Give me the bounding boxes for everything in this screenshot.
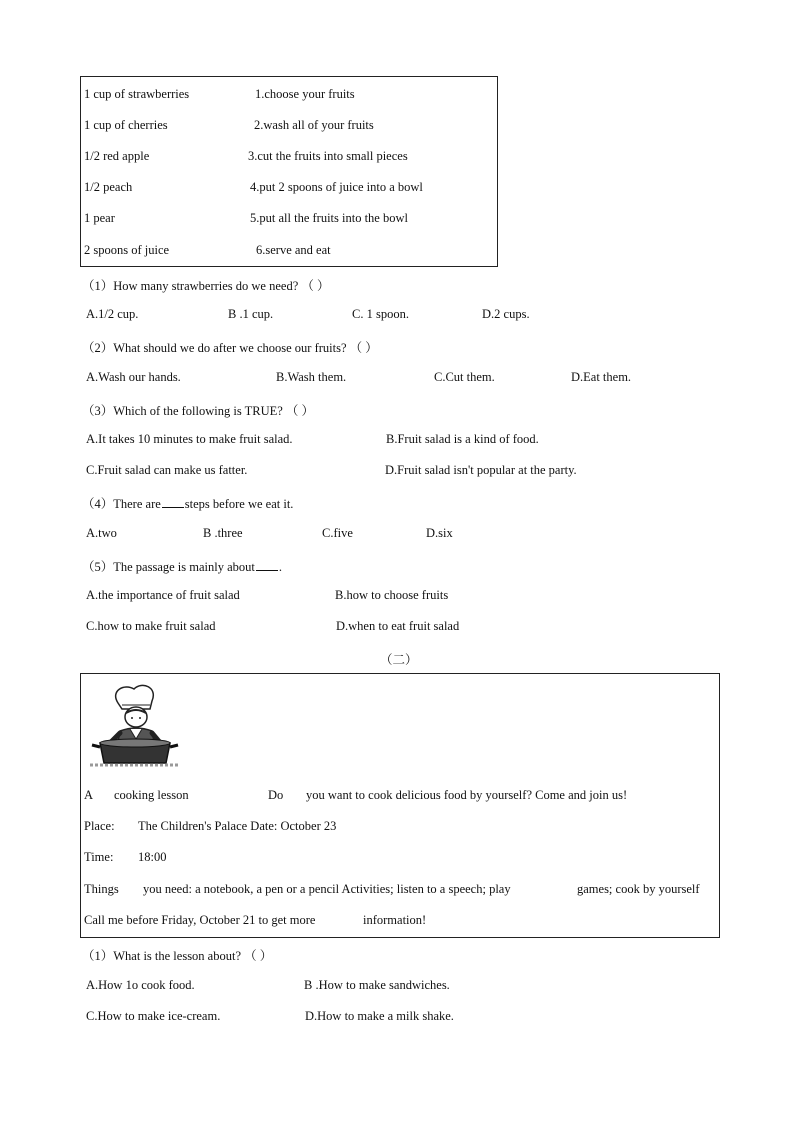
time-value: 18:00: [138, 850, 167, 864]
question-stem-after: .: [278, 560, 283, 574]
question-stem: （2）What should we do after we choose our fruits? （ ）: [82, 341, 378, 355]
option-d[interactable]: D.2 cups.: [482, 307, 530, 321]
option-a[interactable]: A.1/2 cup.: [86, 307, 139, 321]
option-c[interactable]: C.How to make ice-cream.: [86, 1009, 221, 1023]
option-d[interactable]: D.Eat them.: [571, 370, 632, 384]
ingredient-item: 1 cup of cherries: [84, 118, 168, 132]
chef-cooking-illustration: [86, 681, 182, 771]
option-d[interactable]: D.How to make a milk shake.: [305, 1009, 454, 1023]
time-label: Time:: [84, 850, 114, 864]
question-stem: （3）Which of the following is TRUE? （ ）: [82, 404, 315, 418]
things-text-end: games; cook by yourself: [577, 882, 700, 896]
things-label: Things: [84, 882, 119, 896]
question-stem-before: （4）There are: [82, 497, 161, 511]
ad-word-do: Do: [268, 788, 284, 802]
recipe-step: 5.put all the fruits into the bowl: [250, 211, 408, 225]
recipe-step: 3.cut the fruits into small pieces: [248, 149, 408, 163]
recipe-step: 1.choose your fruits: [255, 87, 355, 101]
option-b[interactable]: B.how to choose fruits: [335, 588, 449, 602]
question-stem: [82, 557, 282, 575]
option-c[interactable]: C.Cut them.: [434, 370, 495, 384]
answer-blank: [256, 560, 278, 571]
answer-blank: [162, 497, 184, 508]
option-b[interactable]: B.Fruit salad is a kind of food.: [386, 432, 539, 446]
question-stem-before: （5）The passage is mainly about: [82, 560, 255, 574]
option-b[interactable]: B.Wash them.: [276, 370, 347, 384]
option-a[interactable]: A.How 1o cook food.: [86, 978, 195, 992]
question-stem: （1）How many strawberries do we need? （ ）: [82, 279, 330, 293]
ad-invitation: you want to cook delicious food by yourself? Come and join us!: [306, 788, 628, 802]
ad-word-a: A: [84, 788, 94, 802]
call-text: Call me before Friday, October 21 to get more: [84, 913, 316, 927]
option-a[interactable]: A.the importance of fruit salad: [86, 588, 240, 602]
option-c[interactable]: C. 1 spoon.: [352, 307, 409, 321]
question-stem: [82, 494, 293, 512]
things-text: you need: a notebook, a pen or a pencil Activities; listen to a speech; play: [143, 882, 511, 896]
ingredient-item: 1/2 red apple: [84, 149, 150, 163]
ingredient-item: 1 cup of strawberries: [84, 87, 190, 101]
recipe-step: 4.put 2 spoons of juice into a bowl: [250, 180, 423, 194]
place-value: The Children's Palace Date: October 23: [138, 819, 337, 833]
question-stem-after: steps before we eat it.: [184, 497, 294, 511]
option-a[interactable]: A.It takes 10 minutes to make fruit salad.: [86, 432, 293, 446]
recipe-box: [80, 76, 498, 267]
option-b[interactable]: B .1 cup.: [228, 307, 274, 321]
option-c[interactable]: C.Fruit salad can make us fatter.: [86, 463, 248, 477]
ingredient-item: 2 spoons of juice: [84, 243, 170, 257]
recipe-step: 2.wash all of your fruits: [254, 118, 374, 132]
option-b[interactable]: B .How to make sandwiches.: [304, 978, 450, 992]
call-text-end: information!: [363, 913, 427, 927]
option-d[interactable]: D.when to eat fruit salad: [336, 619, 460, 633]
option-d[interactable]: D.six: [426, 526, 453, 540]
question-stem: （1）What is the lesson about? （ ）: [82, 949, 273, 963]
ingredient-item: 1/2 peach: [84, 180, 133, 194]
option-c[interactable]: C.five: [322, 526, 353, 540]
option-b[interactable]: B .three: [203, 526, 243, 540]
place-label: Place:: [84, 819, 115, 833]
recipe-step: 6.serve and eat: [256, 243, 331, 257]
section-heading: （二）: [380, 653, 418, 667]
option-c[interactable]: C.how to make fruit salad: [86, 619, 216, 633]
option-a[interactable]: A.two: [86, 526, 117, 540]
ad-title: cooking lesson: [114, 788, 189, 802]
option-d[interactable]: D.Fruit salad isn't popular at the party.: [385, 463, 577, 477]
ingredient-item: 1 pear: [84, 211, 115, 225]
option-a[interactable]: A.Wash our hands.: [86, 370, 181, 384]
